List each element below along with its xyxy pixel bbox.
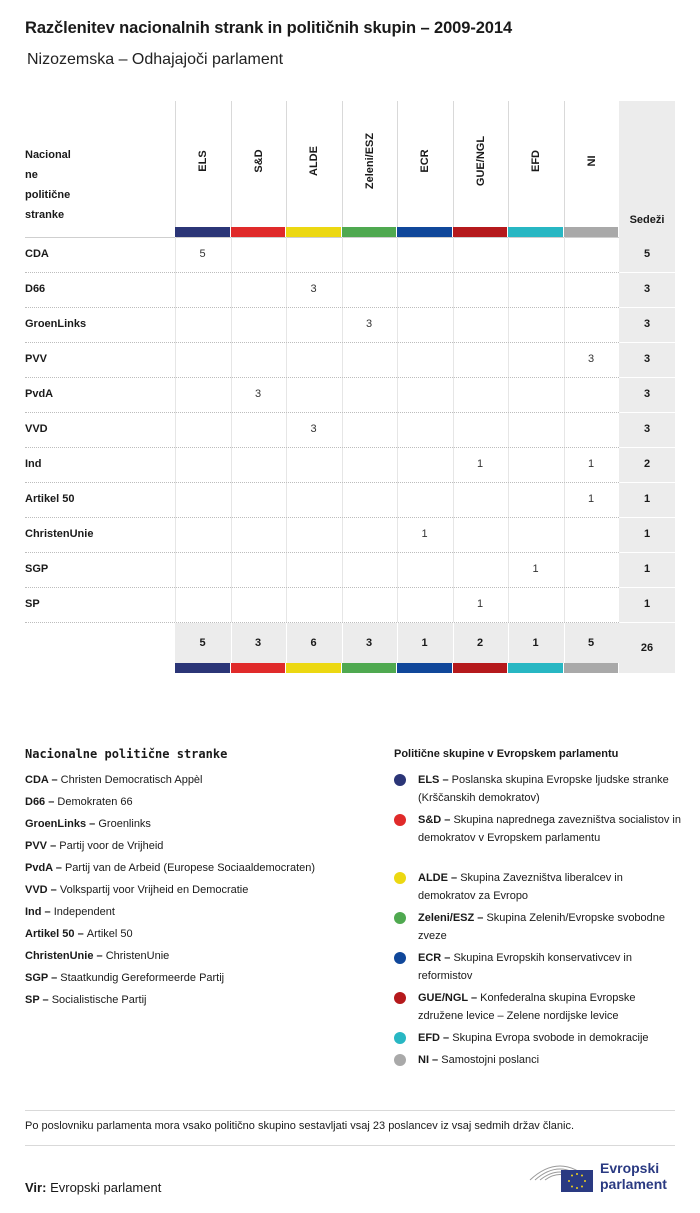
column-divider <box>175 237 176 622</box>
national-legend-item <box>25 927 133 941</box>
national-legend-name: Demokraten 66 <box>57 796 133 808</box>
national-legend-abbr: PVV – <box>25 840 60 852</box>
column-header-label: ALDE <box>308 146 321 176</box>
note-divider-bottom <box>25 1145 675 1146</box>
party-row-label: ChristenUnie <box>25 528 94 540</box>
national-legend-abbr: Artikel 50 – <box>25 928 87 940</box>
group-color-dot-icon <box>394 1054 406 1066</box>
row-seat-total: 5 <box>643 248 651 260</box>
column-color-strip <box>453 227 508 237</box>
header-divider <box>25 237 619 238</box>
column-divider <box>453 237 454 622</box>
source-value: Evropski parlament <box>50 1180 162 1195</box>
totals-color-strip <box>397 663 452 673</box>
national-legend-name: Socialistische Partij <box>51 994 147 1006</box>
group-legend-text <box>418 869 683 905</box>
national-legend-title: Nacionalne politične stranke <box>25 747 228 761</box>
national-legend-abbr: Ind – <box>25 906 54 918</box>
national-legend-item <box>25 883 248 897</box>
totals-color-strip <box>231 663 286 673</box>
row-seat-total: 3 <box>643 423 651 435</box>
grand-total: 26 <box>640 642 654 654</box>
row-divider <box>25 482 619 483</box>
national-legend-abbr: ChristenUnie – <box>25 950 106 962</box>
party-row-label: PvdA <box>25 388 54 400</box>
column-header <box>564 101 620 227</box>
column-header <box>508 101 564 227</box>
group-legend-name: Skupina Zavezništva liberalcev in demokratov za Evropo <box>418 872 623 902</box>
national-legend-name: Volkspartij voor Vrijheid en Democratie <box>59 884 249 896</box>
group-color-dot-icon <box>394 952 406 964</box>
row-seat-total: 1 <box>643 563 651 575</box>
seat-cell: 1 <box>476 598 484 610</box>
column-header-label: ELS <box>197 150 210 172</box>
column-header <box>286 101 342 227</box>
group-legend-name: Samostojni poslanci <box>441 1054 540 1066</box>
totals-color-strip <box>508 663 563 673</box>
logo-wordmark <box>600 1160 667 1192</box>
column-color-strip <box>508 227 563 237</box>
group-legend-name: Skupina Evropa svobode in demokracije <box>452 1032 649 1044</box>
group-legend-text <box>418 811 683 847</box>
column-header <box>397 101 453 227</box>
group-total: 3 <box>365 637 373 649</box>
column-header-label: S&D <box>252 149 265 173</box>
group-legend-abbr: GUE/NGL – <box>418 992 481 1004</box>
national-legend-name: Christen Democratisch Appèl <box>60 774 203 786</box>
national-legend-abbr: VVD – <box>25 884 60 896</box>
row-seat-total: 3 <box>643 318 651 330</box>
column-color-strip <box>564 227 619 237</box>
group-legend-abbr: NI – <box>418 1054 442 1066</box>
column-header-label: ECR <box>419 149 432 173</box>
totals-color-strip <box>286 663 341 673</box>
page-subtitle: Nizozemska – Odhajajoči parlament <box>27 51 284 68</box>
national-legend-item <box>25 905 115 919</box>
seat-cell: 1 <box>587 493 595 505</box>
party-row-label: Ind <box>25 458 42 470</box>
group-legend-name: Skupina Zelenih/Evropske svobodne zveze <box>418 912 666 942</box>
national-legend-abbr: SGP – <box>25 972 61 984</box>
column-header-label: EFD <box>530 150 543 172</box>
group-legend-abbr: ALDE – <box>418 872 461 884</box>
group-legend-name: Konfederalna skupina Evropske združene levice – Zelene nordijske levice <box>418 992 636 1022</box>
group-total: 1 <box>421 637 428 649</box>
group-legend-abbr: EFD – <box>418 1032 453 1044</box>
column-header-label: GUE/NGL <box>474 135 487 187</box>
source-label: Vir: <box>25 1180 47 1195</box>
group-legend-title: Politične skupine v Evropskem parlamentu <box>394 748 619 760</box>
national-legend-name: ChristenUnie <box>105 950 170 962</box>
group-color-dot-icon <box>394 912 406 924</box>
row-seat-total: 1 <box>643 493 651 505</box>
group-legend-text <box>418 1051 683 1069</box>
row-seat-total: 1 <box>643 528 651 540</box>
group-legend-abbr: ECR – <box>418 952 454 964</box>
column-header-label: NI <box>585 155 598 167</box>
column-color-strip <box>231 227 286 237</box>
row-divider <box>25 447 619 448</box>
party-row-label: PVV <box>25 353 48 365</box>
rules-note: Po poslovniku parlamenta mora vsako politično skupino sestavljati vsaj 23 poslancev iz vsaj sedmih držav članic. <box>25 1120 575 1132</box>
row-seat-total: 1 <box>643 598 651 610</box>
group-legend-abbr: ELS – <box>418 774 452 786</box>
national-legend-name: Independent <box>53 906 115 918</box>
party-row-label: VVD <box>25 423 48 435</box>
row-header-line: stranke <box>25 209 65 221</box>
note-divider-top <box>25 1110 675 1111</box>
column-divider <box>231 237 232 622</box>
row-seat-total: 2 <box>643 458 651 470</box>
group-total: 1 <box>532 637 539 649</box>
row-divider <box>25 307 619 308</box>
seat-cell: 5 <box>199 248 206 260</box>
row-divider <box>25 377 619 378</box>
group-legend-abbr: S&D – <box>418 814 454 826</box>
group-legend-text <box>418 1029 683 1047</box>
column-divider <box>342 237 343 622</box>
group-color-dot-icon <box>394 1032 406 1044</box>
totals-color-strip <box>175 663 230 673</box>
national-legend-item <box>25 773 203 787</box>
seat-cell: 1 <box>532 563 539 575</box>
national-legend-item <box>25 861 315 875</box>
group-color-dot-icon <box>394 814 406 826</box>
seat-cell: 1 <box>587 458 595 470</box>
row-divider <box>25 342 619 343</box>
national-legend-abbr: SP – <box>25 994 52 1006</box>
group-color-dot-icon <box>394 872 406 884</box>
national-legend-abbr: CDA – <box>25 774 61 786</box>
totals-color-strip <box>453 663 508 673</box>
group-total: 5 <box>587 637 595 649</box>
column-color-strip <box>175 227 230 237</box>
group-legend-text <box>418 989 683 1025</box>
national-legend-name: Staatkundig Gereformeerde Partij <box>60 972 225 984</box>
seat-cell: 3 <box>365 318 373 330</box>
national-legend-abbr: PvdA – <box>25 862 65 874</box>
logo-line-1: Evropski <box>600 1160 660 1176</box>
seat-cell: 3 <box>310 423 317 435</box>
row-header-line: ne <box>25 169 38 181</box>
row-seat-total: 3 <box>643 283 651 295</box>
national-legend-abbr: GroenLinks – <box>25 818 99 830</box>
row-header-label <box>25 145 71 225</box>
national-legend-abbr: D66 – <box>25 796 58 808</box>
column-header <box>453 101 509 227</box>
seat-cell: 1 <box>476 458 484 470</box>
party-row-label: D66 <box>25 283 46 295</box>
national-legend-item <box>25 949 169 963</box>
seat-cell: 1 <box>421 528 428 540</box>
group-legend-name: Skupina Evropskih konservativcev in reformistov <box>418 952 632 982</box>
page-title: Razčlenitev nacionalnih strank in političnih skupin – 2009-2014 <box>25 19 513 37</box>
national-legend-name: Groenlinks <box>98 818 151 830</box>
group-legend-name: Poslanska skupina Evropske ljudske stranke (Krščanskih demokratov) <box>418 774 669 804</box>
party-row-label: Artikel 50 <box>25 493 75 505</box>
seat-cell: 3 <box>587 353 595 365</box>
column-header <box>175 101 231 227</box>
column-header <box>342 101 398 227</box>
logo-line-2: parlament <box>600 1176 667 1192</box>
totals-color-strip <box>342 663 397 673</box>
row-seat-total: 3 <box>643 353 651 365</box>
group-total: 2 <box>476 637 484 649</box>
group-legend-text <box>418 949 683 985</box>
party-row-label: SGP <box>25 563 49 575</box>
party-row-label: GroenLinks <box>25 318 87 330</box>
group-legend-name: Skupina naprednega zavezništva socialistov in demokratov v Evropskem parlamentu <box>418 814 681 844</box>
group-legend-text <box>418 909 683 945</box>
column-header-label: Zeleni/ESZ <box>363 132 376 190</box>
national-legend-name: Partij van de Arbeid (Europese Sociaaldemocraten) <box>64 862 316 874</box>
national-legend-name: Partij voor de Vrijheid <box>59 840 164 852</box>
national-legend-item <box>25 839 163 853</box>
row-seat-total: 3 <box>643 388 651 400</box>
group-total: 3 <box>254 637 262 649</box>
totals-color-strip <box>564 663 619 673</box>
party-row-label: CDA <box>25 248 49 260</box>
national-legend-item <box>25 795 133 809</box>
column-divider <box>564 237 565 622</box>
column-color-strip <box>397 227 452 237</box>
row-header-line: Nacional <box>25 149 71 161</box>
seat-cell: 3 <box>254 388 262 400</box>
group-legend-abbr: Zeleni/ESZ – <box>418 912 487 924</box>
group-total: 6 <box>310 637 317 649</box>
national-legend-item <box>25 993 146 1007</box>
national-legend-name: Artikel 50 <box>86 928 133 940</box>
group-legend-text <box>418 771 683 807</box>
group-total: 5 <box>199 637 206 649</box>
row-divider <box>25 587 619 588</box>
national-legend-item <box>25 971 224 985</box>
national-legend-item <box>25 817 151 831</box>
source-line <box>25 1180 161 1195</box>
row-divider <box>25 517 619 518</box>
column-header <box>231 101 287 227</box>
party-row-label: SP <box>25 598 40 610</box>
group-color-dot-icon <box>394 992 406 1004</box>
group-color-dot-icon <box>394 774 406 786</box>
column-color-strip <box>286 227 341 237</box>
row-header-line: politične <box>25 189 71 201</box>
column-divider <box>397 237 398 622</box>
column-color-strip <box>342 227 397 237</box>
seat-cell: 3 <box>310 283 317 295</box>
seats-header: Sedeži <box>629 214 665 226</box>
